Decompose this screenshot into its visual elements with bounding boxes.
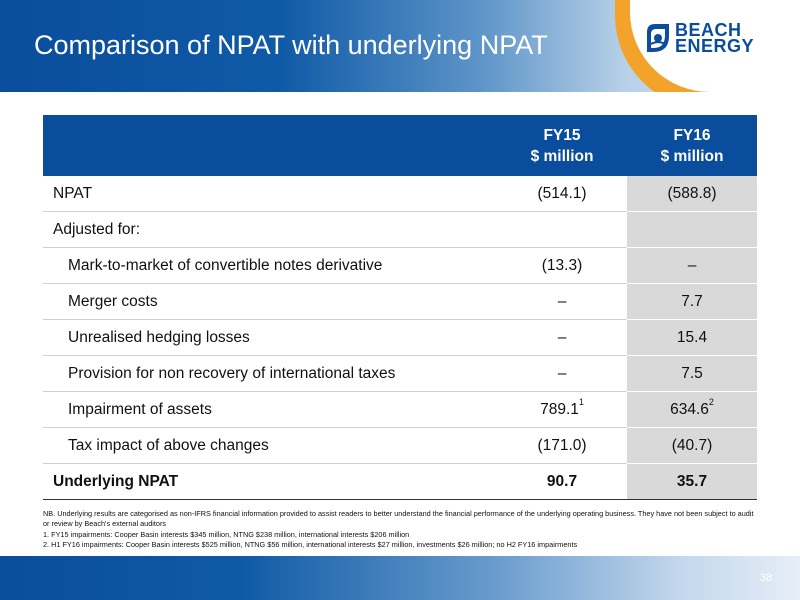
header-fy16: FY16 $ million [627,115,757,176]
row-label: Mark-to-market of convertible notes derivative [43,248,497,284]
fy16-value [627,212,757,248]
beach-energy-logo [645,22,755,64]
total-label: Underlying NPAT [43,464,497,500]
row-label: NPAT [43,176,497,212]
table-row [43,428,757,464]
fy16-value: – [627,248,757,284]
table-row [43,392,757,428]
fy15-value: (514.1) [497,176,627,212]
row-label: Unrealised hedging losses [43,320,497,356]
table-row [43,356,757,392]
slide-header [0,0,800,92]
fy16-value-cell [627,392,757,428]
row-label: Tax impact of above changes [43,428,497,464]
fy16-value: (588.8) [627,176,757,212]
logo-text-line2: ENERGY [675,36,755,56]
logo-wordmark [675,22,754,54]
table-row [43,176,757,212]
fy15-value: – [497,356,627,392]
row-label: Impairment of assets [43,392,497,428]
row-label: Merger costs [43,284,497,320]
footnote-marker: 2 [708,396,714,407]
fy15-value: – [497,320,627,356]
table-header-row [43,115,757,176]
nb-note: NB. Underlying results are categorised as non-IFRS financial information provided to assist readers to better understand the financial performance of the underlying operating business. They have not been subject to audit or review by Beach's external auditors [43,509,754,529]
footnotes [43,509,757,550]
page-number: 38 [759,572,772,584]
fy16-value: 634.6 [670,400,709,418]
header-fy15: FY15 $ million [497,115,627,176]
fy15-value: 789.1 [540,400,579,418]
row-label: Provision for non recovery of international taxes [43,356,497,392]
fy15-value: (171.0) [497,428,627,464]
total-fy15-value: 90.7 [497,464,627,500]
total-row [43,464,757,500]
slide-title: Comparison of NPAT with underlying NPAT [34,30,548,60]
header-label-cell [43,115,497,176]
table-row [43,248,757,284]
logo-text-line1: BEACH [675,20,742,40]
fy16-value: 7.5 [627,356,757,392]
total-fy16-value: 35.7 [627,464,757,500]
fy16-value: 15.4 [627,320,757,356]
footnote-2: 2. H1 FY16 impairments: Cooper Basin interests $525 million, NTNG $56 million, international interests $27 million, investments $26 million; no H2 FY16 impairments [43,539,578,549]
table-row [43,212,757,248]
table-row [43,320,757,356]
row-label: Adjusted for: [43,212,497,248]
footnote-1: 1. FY15 impairments: Cooper Basin interests $345 million, NTNG $238 million, international interests $206 million [43,529,410,539]
slide-footer [0,556,800,600]
fy15-value [497,212,627,248]
footnote-marker: 1 [578,396,584,407]
fy16-value: 7.7 [627,284,757,320]
npat-comparison-table [43,115,757,500]
fy15-value: (13.3) [497,248,627,284]
fy15-value-cell [497,392,627,428]
table-row [43,284,757,320]
fy16-value: (40.7) [627,428,757,464]
beach-energy-logo-icon [645,22,671,54]
fy15-value: – [497,284,627,320]
